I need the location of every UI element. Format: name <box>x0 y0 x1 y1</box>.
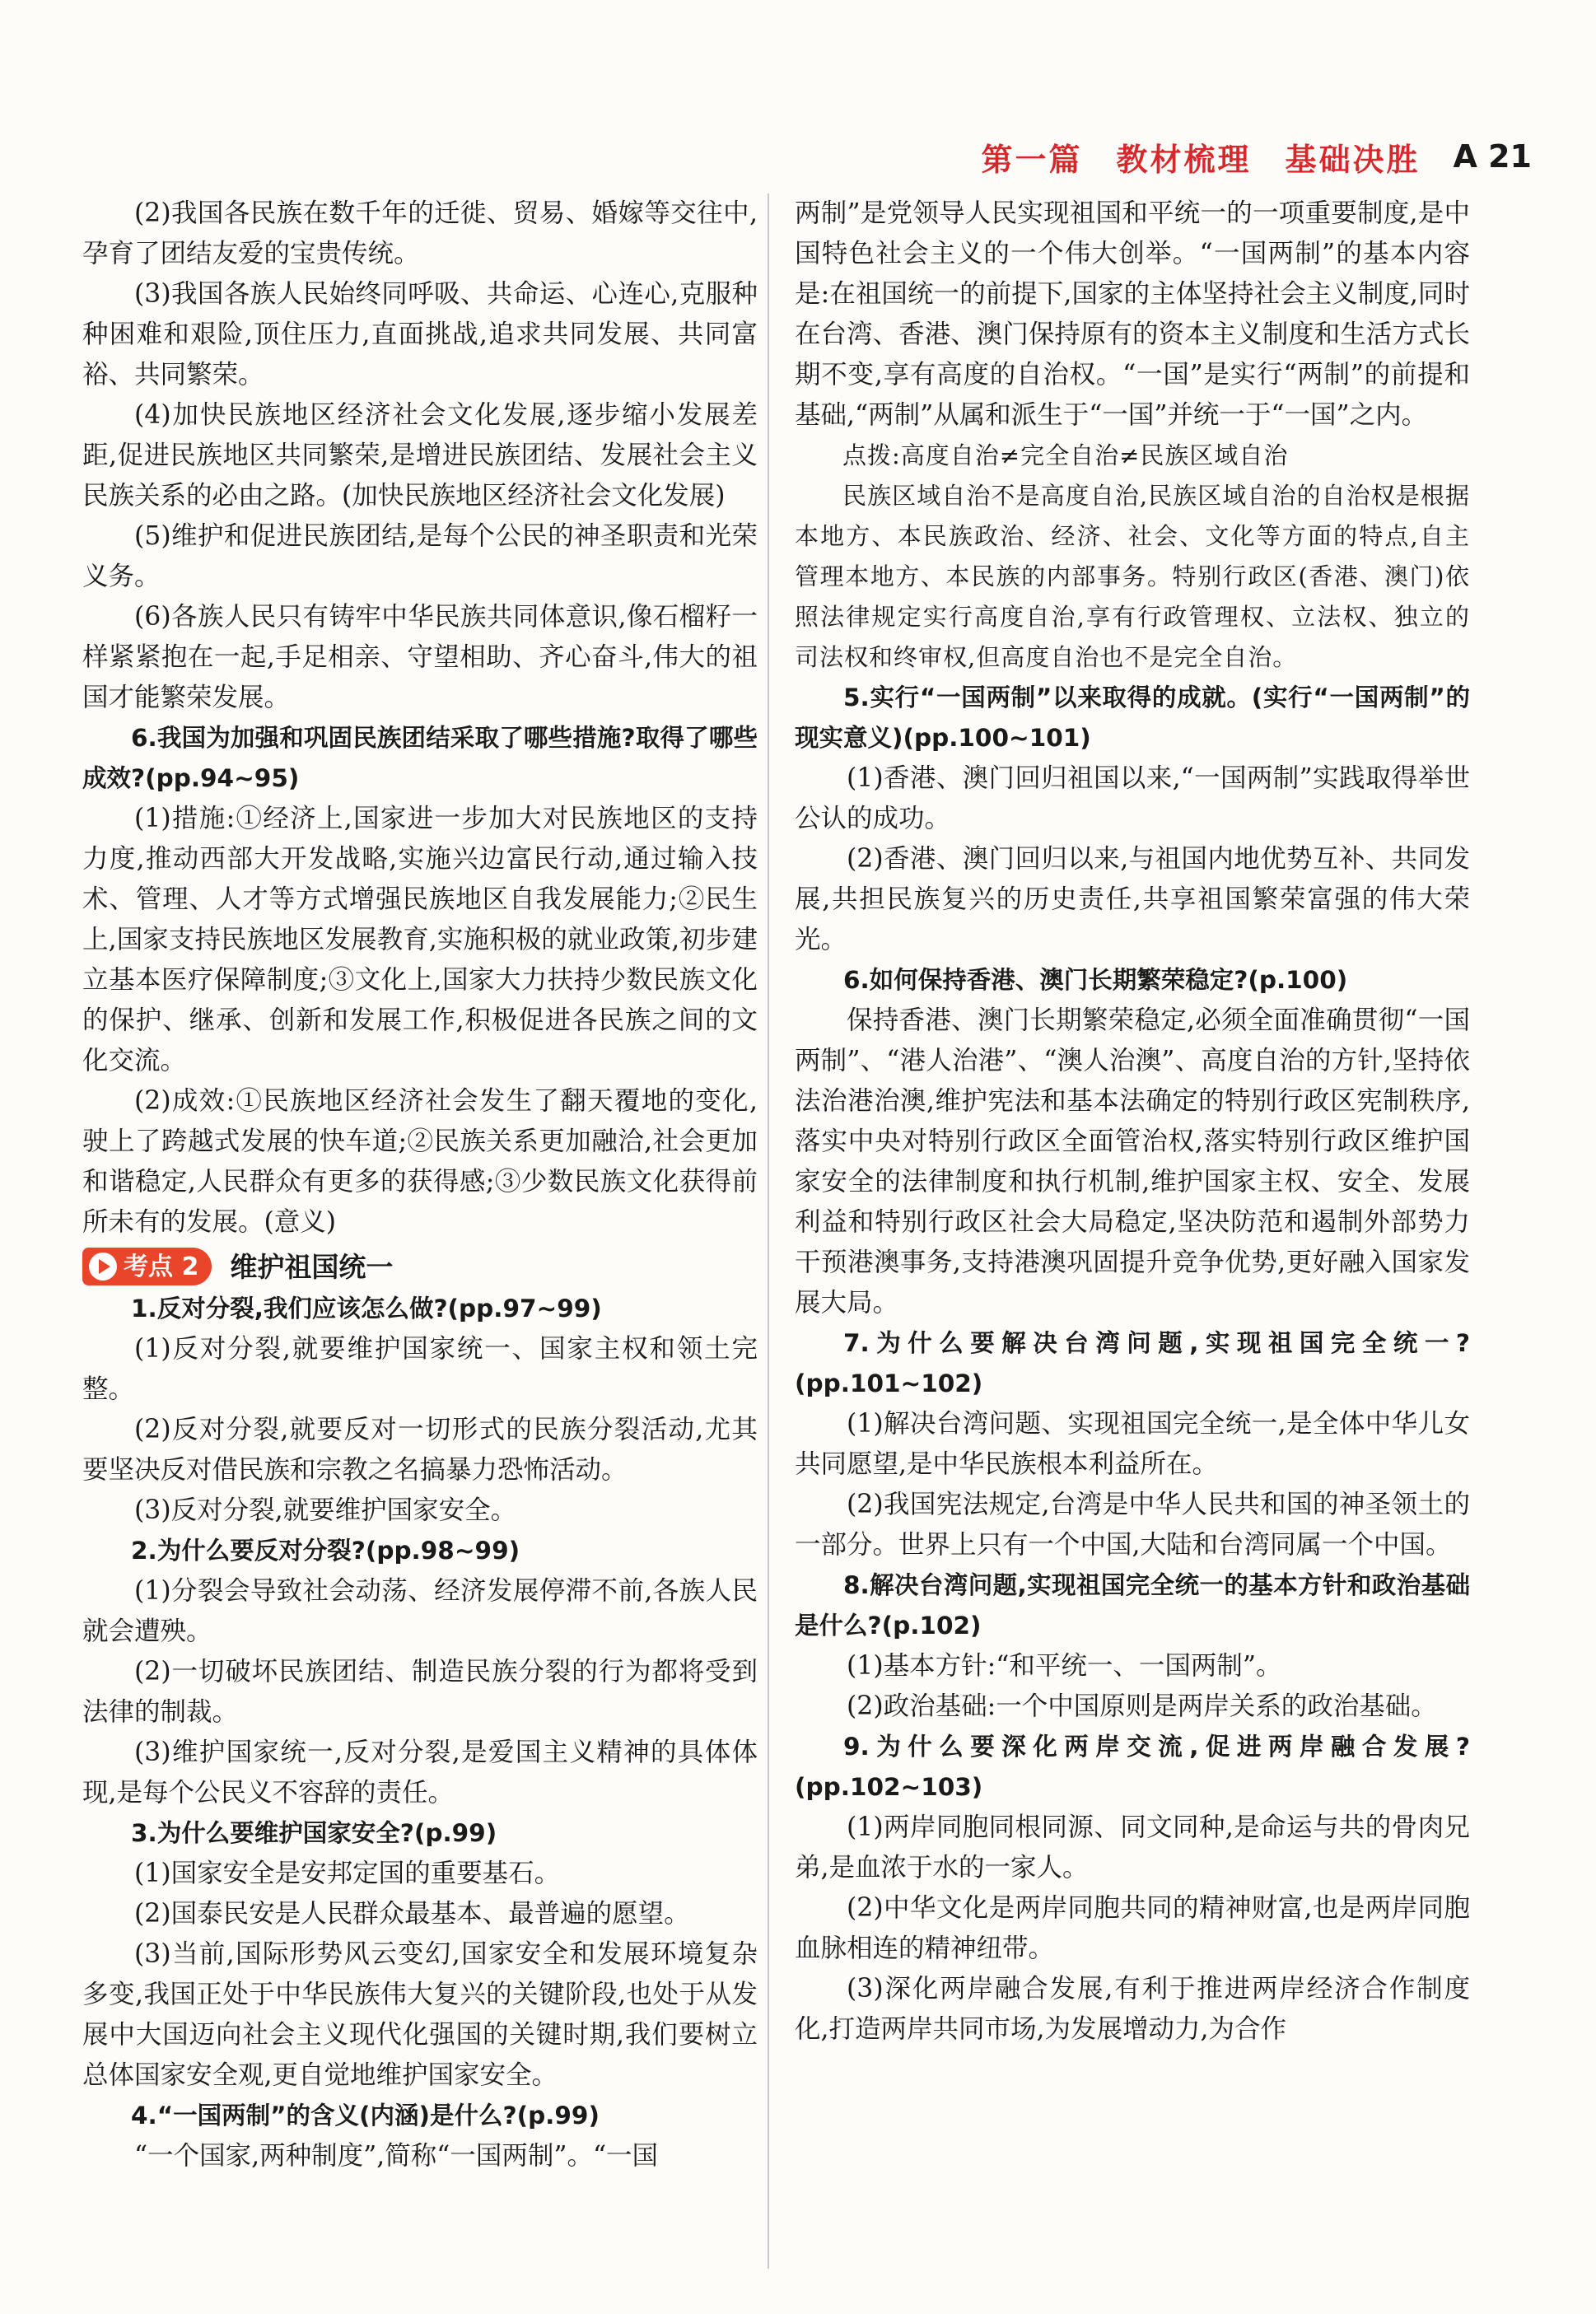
question-heading: 9.为什么要深化两岸交流,促进两岸融合发展?(pp.102~103) <box>795 1733 1470 1801</box>
question-heading: 3.为什么要维护国家安全?(p.99) <box>131 1819 497 1847</box>
answer-paragraph: (2)国泰民安是人民群众最基本、最普遍的愿望。 <box>134 1899 690 1929</box>
answer-paragraph: (3)当前,国际形势风云变幻,国家安全和发展环境复杂多变,我国正处于中华民族伟大复兴的关键阶段,也处于从发展中大国迈向社会主义现代化强国的关键时期,我们要树立总体国家安全观,更自觉地维护国家安全。 <box>82 1939 758 2090</box>
play-icon <box>89 1253 117 1281</box>
answer-paragraph: (2)一切破坏民族团结、制造民族分裂的行为都将受到法律的制裁。 <box>82 1657 758 1727</box>
tip-paragraph: 点拨:高度自治≠完全自治≠民族区域自治 <box>842 441 1289 469</box>
answer-paragraph: (1)分裂会导致社会动荡、经济发展停滞不前,各族人民就会遭殃。 <box>82 1576 758 1646</box>
answer-paragraph: (2)政治基础:一个中国原则是两岸关系的政治基础。 <box>847 1691 1437 1721</box>
question-heading: 1.反对分裂,我们应该怎么做?(pp.97~99) <box>131 1295 602 1323</box>
answer-paragraph: (2)我国各民族在数千年的迁徙、贸易、婚嫁等交往中,孕育了团结友爱的宝贵传统。 <box>82 198 758 268</box>
answer-paragraph: (2)反对分裂,就要反对一切形式的民族分裂活动,尤其要坚决反对借民族和宗教之名搞暴力恐怖活动。 <box>82 1415 758 1485</box>
answer-paragraph: (3)我国各族人民始终同呼吸、共命运、心连心,克服种种困难和艰险,顶住压力,直面挑战,追求共同发展、共同富裕、共同繁荣。 <box>82 279 758 390</box>
answer-paragraph: (1)国家安全是安邦定国的重要基石。 <box>134 1859 561 1888</box>
question-heading: 6.如何保持香港、澳门长期繁荣稳定?(p.100) <box>843 966 1348 994</box>
right-column <box>795 194 1470 2050</box>
answer-paragraph: (1)反对分裂,就要维护国家统一、国家主权和领土完整。 <box>82 1334 758 1404</box>
kaodian-badge <box>82 1248 212 1285</box>
answer-paragraph: (2)香港、澳门回归以来,与祖国内地优势互补、共同发展,共担民族复兴的历史责任,共享祖国繁荣富强的伟大荣光。 <box>795 844 1470 954</box>
question-heading: 4.“一国两制”的含义(内涵)是什么?(p.99) <box>131 2102 600 2130</box>
page-header <box>906 132 1532 181</box>
left-column <box>82 194 758 2176</box>
answer-paragraph: (2)成效:①民族地区经济社会发生了翻天覆地的变化,驶上了跨越式发展的快车道;②民族关系更加融洽,社会更加和谐稳定,人民群众有更多的获得感;③少数民族文化获得前所未有的发展。(意义) <box>82 1086 758 1237</box>
answer-paragraph: (2)我国宪法规定,台湾是中华人民共和国的神圣领土的一部分。世界上只有一个中国,大陆和台湾同属一个中国。 <box>795 1490 1470 1560</box>
answer-paragraph: (1)措施:①经济上,国家进一步加大对民族地区的支持力度,推动西部大开发战略,实施兴边富民行动,通过输入技术、管理、人才等方式增强民族地区自我发展能力;②民生上,国家支持民族地区发展教育,实施积极的就业政策,初步建立基本医疗保障制度;③文化上,国家大力扶持少数民族文化的保护、继承、创新和发展工作,积极促进各民族之间的文化交流。 <box>82 804 758 1075</box>
answer-paragraph: (2)中华文化是两岸同胞共同的精神财富,也是两岸同胞血脉相连的精神纽带。 <box>795 1893 1470 1963</box>
page-number: A 21 <box>1453 138 1532 175</box>
answer-paragraph: (5)维护和促进民族团结,是每个公民的神圣职责和光荣义务。 <box>82 521 758 591</box>
answer-paragraph: 保持香港、澳门长期繁荣稳定,必须全面准确贯彻“一国两制”、“港人治港”、“澳人治澳”、高度自治的方针,坚持依法治港治澳,维护宪法和基本法确定的特别行政区宪制秩序,落实中央对特别行政区全面管治权,落实特别行政区维护国家安全的法律制度和执行机制,维护国家主权、安全、发展利益和特别行政区社会大局稳定,坚决防范和遏制外部势力干预港澳事务,支持港澳巩固提升竞争优势,更好融入国家发展大局。 <box>795 1005 1470 1318</box>
question-heading: 2.为什么要反对分裂?(pp.98~99) <box>131 1537 520 1565</box>
question-heading: 7.为什么要解决台湾问题,实现祖国完全统一?(pp.101~102) <box>795 1329 1470 1397</box>
answer-paragraph: (4)加快民族地区经济社会文化发展,逐步缩小发展差距,促进民族地区共同繁荣,是增进民族团结、发展社会主义民族关系的必由之路。(加快民族地区经济社会文化发展) <box>82 400 758 511</box>
answer-paragraph: (3)反对分裂,就要维护国家安全。 <box>134 1495 517 1525</box>
kaodian-title: 维护祖国统一 <box>230 1250 394 1283</box>
column-divider <box>768 194 769 2269</box>
question-heading: 6.我国为加强和巩固民族团结采取了哪些措施?取得了哪些成效?(pp.94~95) <box>82 724 758 792</box>
tip-paragraph: 民族区域自治不是高度自治,民族区域自治的自治权是根据本地方、本民族政治、经济、社会、文化等方面的特点,自主管理本地方、本民族的内部事务。特别行政区(香港、澳门)依照法律规定实行高度自治,享有行政管理权、立法权、独立的司法权和终审权,但高度自治也不是完全自治。 <box>795 482 1470 671</box>
answer-paragraph: (3)深化两岸融合发展,有利于推进两岸经济合作制度化,打造两岸共同市场,为发展增动力,为合作 <box>795 1974 1470 2044</box>
answer-paragraph: (1)解决台湾问题、实现祖国完全统一,是全体中华儿女共同愿望,是中华民族根本利益所在。 <box>795 1409 1470 1479</box>
answer-paragraph: (1)两岸同胞同根同源、同文同种,是命运与共的骨肉兄弟,是血浓于水的一家人。 <box>795 1812 1470 1882</box>
answer-paragraph: (1)基本方针:“和平统一、一国两制”。 <box>847 1651 1282 1681</box>
answer-paragraph: (1)香港、澳门回归祖国以来,“一国两制”实践取得举世公认的成功。 <box>795 763 1470 833</box>
question-heading: 5.实行“一国两制”以来取得的成就。(实行“一国两制”的现实意义)(pp.100~101) <box>795 683 1470 752</box>
answer-paragraph: “一个国家,两种制度”,简称“一国两制”。“一国 <box>134 2141 659 2171</box>
kaodian-heading <box>82 1246 758 1287</box>
answer-paragraph: (3)维护国家统一,反对分裂,是爱国主义精神的具体体现,是每个公民义不容辞的责任。 <box>82 1738 758 1808</box>
question-heading: 8.解决台湾问题,实现祖国完全统一的基本方针和政治基础是什么?(p.102) <box>795 1571 1470 1640</box>
kaodian-badge-label: 考点 2 <box>124 1252 199 1281</box>
answer-paragraph: (6)各族人民只有铸牢中华民族共同体意识,像石榴籽一样紧紧抱在一起,手足相亲、守望相助、齐心奋斗,伟大的祖国才能繁荣发展。 <box>82 602 758 712</box>
section-title: 第一篇 教材梳理 基础决胜 <box>981 141 1421 178</box>
answer-paragraph: 两制”是党领导人民实现祖国和平统一的一项重要制度,是中国特色社会主义的一个伟大创举。“一国两制”的基本内容是:在祖国统一的前提下,国家的主体坚持社会主义制度,同时在台湾、香港、澳门保持原有的资本主义制度和生活方式长期不变,享有高度的自治权。“一国”是实行“两制”的前提和基础,“两制”从属和派生于“一国”并统一于“一国”之内。 <box>795 198 1470 430</box>
